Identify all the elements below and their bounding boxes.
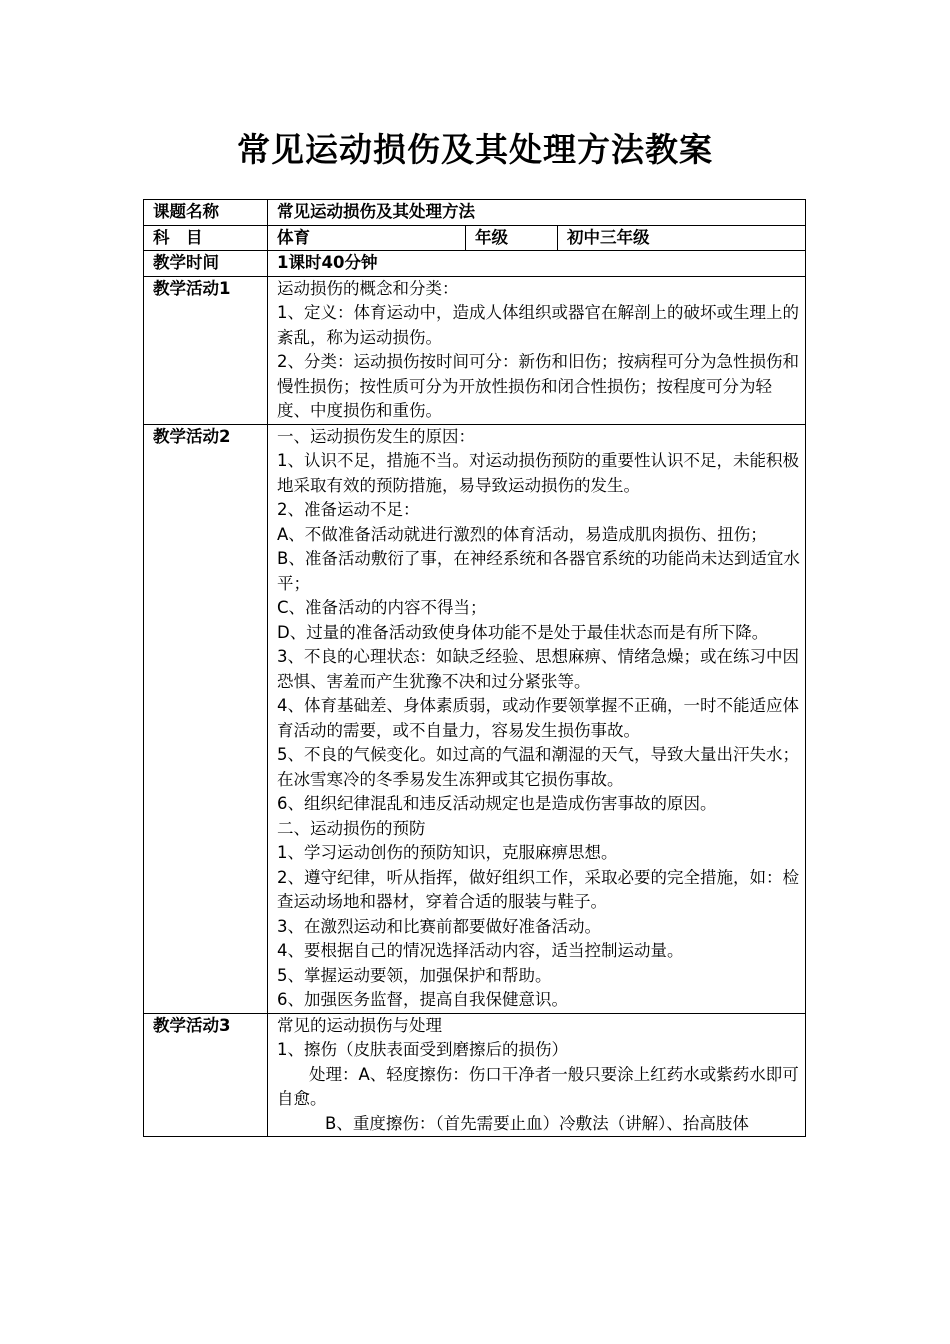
time-row [144, 251, 806, 277]
grade-value: 初中三年级 [558, 225, 806, 251]
activity1-line: 运动损伤的概念和分类： [277, 278, 459, 298]
activity2-line: B、准备活动敷衍了事，在神经系统和各器官系统的功能尚未达到适宜水平； [277, 549, 800, 593]
activity2-content [268, 424, 806, 1013]
activity2-line: 6、加强医务监督，提高自我保健意识。 [277, 990, 568, 1009]
activity2-line: 2、遵守纪律，听从指挥，做好组织工作，采取必要的完全措施，如：检查运动场地和器材，穿着合适的服装与鞋子。 [277, 867, 799, 911]
activity1-line: 1、定义：体育运动中，造成人体组织或器官在解剖上的破坏或生理上的紊乱，称为运动损伤。 [277, 303, 799, 347]
activity3-label: 教学活动3 [144, 1013, 268, 1137]
lesson-plan-table [143, 199, 806, 1137]
grade-label: 年级 [466, 225, 558, 251]
course-value: 常见运动损伤及其处理方法 [268, 200, 806, 226]
activity2-line: 5、掌握运动要领，加强保护和帮助。 [277, 965, 552, 985]
activity2-line: 一、运动损伤发生的原因： [277, 426, 475, 446]
activity2-line: C、准备活动的内容不得当； [277, 598, 487, 617]
activity3-line: B、重度擦伤：（首先需要止血）冷敷法（讲解）、抬高肢体 [325, 1113, 749, 1133]
activity2-line: A、不做准备活动就进行激烈的体育活动，易造成肌肉损伤、扭伤； [277, 524, 767, 544]
document-title: 常见运动损伤及其处理方法教案 [237, 130, 713, 169]
activity2-line: 3、不良的心理状态：如缺乏经验、思想麻痹、情绪急燥；或在练习中因恐惧、害羞而产生犹豫不决和过分紧张等。 [277, 647, 799, 691]
activity3-content [268, 1013, 806, 1137]
activity2-line: 2、准备运动不足： [277, 500, 420, 519]
activity2-line: 1、学习运动创伤的预防知识，克服麻痹思想。 [277, 843, 618, 862]
activity3-row [144, 1013, 806, 1137]
activity3-line: 常见的运动损伤与处理 [277, 1015, 442, 1035]
subject-row [144, 225, 806, 251]
activity2-row [144, 424, 806, 1013]
activity2-line: D、过量的准备活动致使身体功能不是处于最佳状态而是有所下降。 [277, 622, 769, 642]
time-value: 1课时40分钟 [268, 251, 806, 277]
activity2-line: 二、运动损伤的预防 [277, 818, 426, 838]
activity2-line: 4、要根据自己的情况选择活动内容，适当控制运动量。 [277, 941, 684, 960]
activity2-line: 6、组织纪律混乱和违反活动规定也是造成伤害事故的原因。 [277, 794, 717, 813]
time-label: 教学时间 [144, 251, 268, 277]
activity2-line: 1、认识不足，措施不当。对运动损伤预防的重要性认识不足，未能积极地采取有效的预防措施，易导致运动损伤的发生。 [277, 451, 799, 495]
course-row [144, 200, 806, 226]
activity3-line: 1、擦伤（皮肤表面受到磨擦后的损伤） [277, 1040, 568, 1059]
activity2-label: 教学活动2 [144, 424, 268, 1013]
activity1-label: 教学活动1 [144, 276, 268, 424]
activity2-line: 4、体育基础差、身体素质弱，或动作要领掌握不正确，一时不能适应体育活动的需要，或不自量力，容易发生损伤事故。 [277, 696, 799, 740]
activity3-line: 处理：A、轻度擦伤：伤口干净者一般只要涂上红药水或紫药水即可自愈。 [277, 1064, 799, 1108]
activity2-line: 5、不良的气候变化。如过高的气温和潮湿的天气，导致大量出汗失水；在冰雪寒冷的冬季易发生冻狎或其它损伤事故。 [277, 745, 799, 789]
activity2-line: 3、在激烈运动和比赛前都要做好准备活动。 [277, 916, 601, 936]
activity1-line: 2、分类：运动损伤按时间可分：新伤和旧伤；按病程可分为急性损伤和慢性损伤；按性质可分为开放性损伤和闭合性损伤；按程度可分为轻度、中度损伤和重伤。 [277, 352, 799, 420]
activity1-content [268, 276, 806, 424]
course-label: 课题名称 [144, 200, 268, 226]
subject-label: 科 目 [144, 225, 268, 251]
activity1-row [144, 276, 806, 424]
subject-value: 体育 [268, 225, 466, 251]
